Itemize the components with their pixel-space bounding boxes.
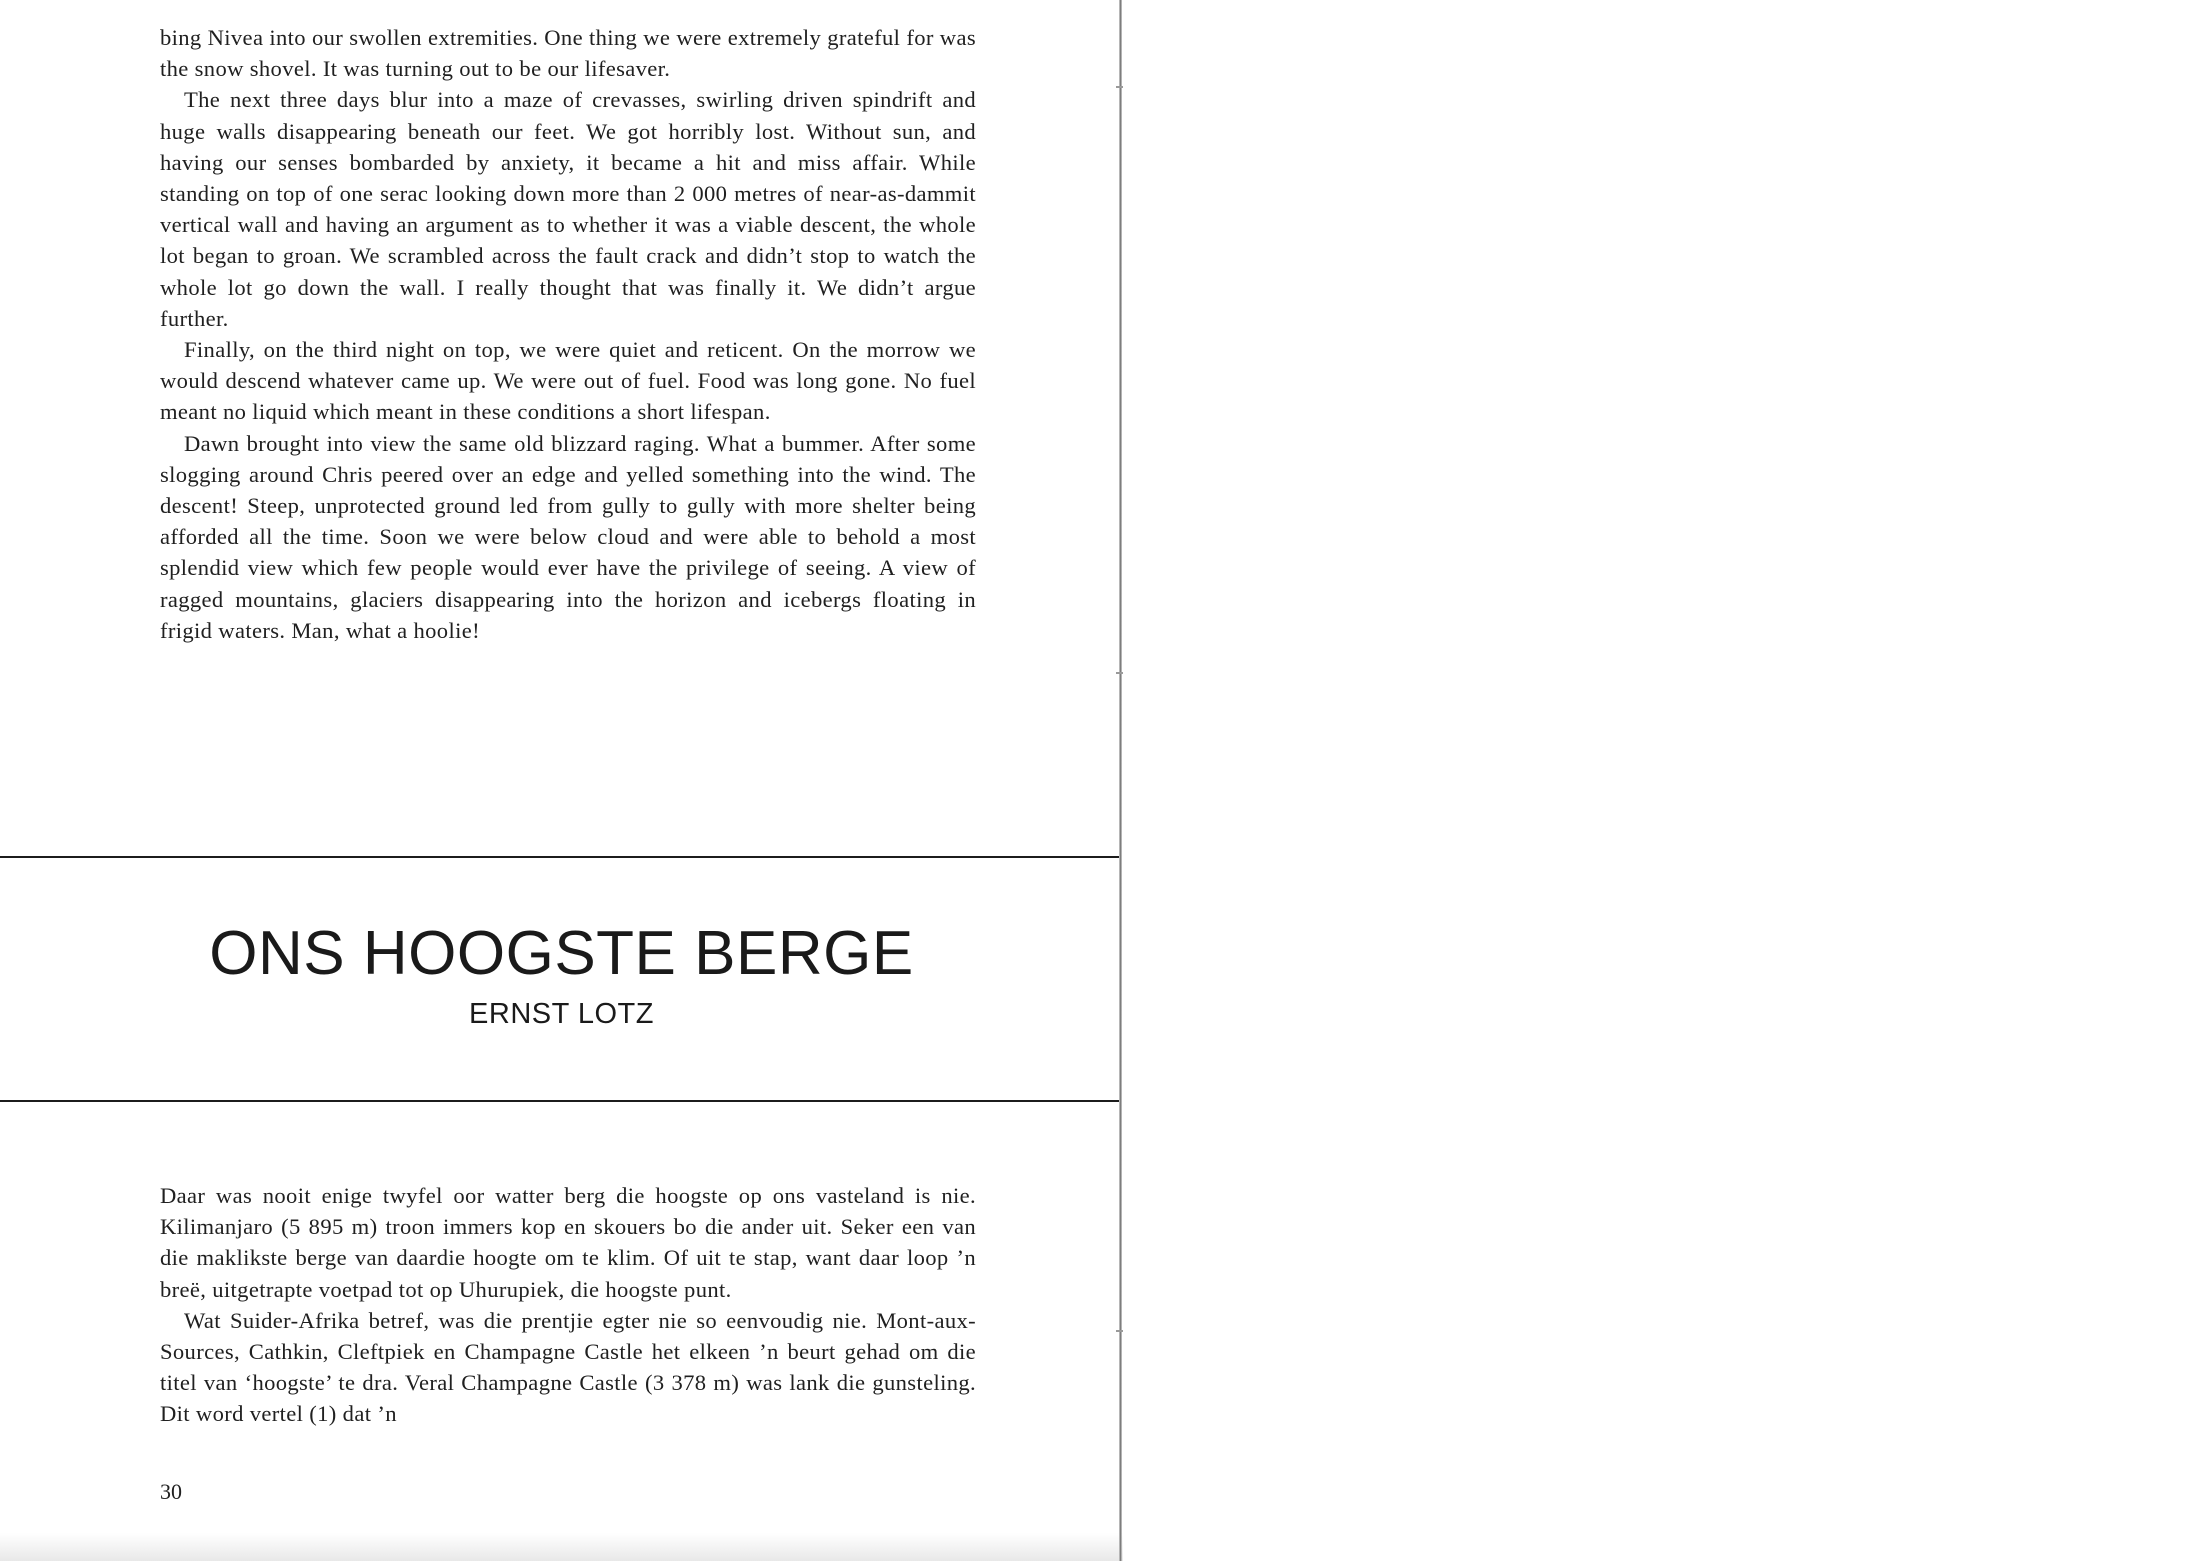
divider-rule <box>0 856 1119 858</box>
previous-article-text <box>160 22 976 646</box>
article-author: ERNST LOTZ <box>469 998 654 1030</box>
paragraph: Daar was nooit enige twyfel oor watter berg die hoogste op ons vasteland is nie. Kilimanjaro (5 895 m) troon immers kop en skouers bo die ander uit. Seker een van die maklikste berge van daardie hoogte om te klim. Of uit te stap, want daar loop ’n breë, uitgetrapte voetpad tot op Uhurupiek, die hoogste punt. <box>160 1183 976 1302</box>
paragraph: Finally, on the third night on top, we were quiet and reticent. On the morrow we would descend whatever came up. We were out of fuel. Food was long gone. No fuel meant no liquid which meant in these conditions a short lifespan. <box>160 337 976 425</box>
edge-mark <box>1116 672 1123 674</box>
page-number: 30 <box>160 1479 182 1504</box>
page-shadow <box>0 1533 1123 1561</box>
paragraph: Wat Suider-Afrika betref, was die prentjie egter nie so eenvoudig nie. Mont-aux-Sources, Cathkin, Cleftpiek en Champagne Castle het elkeen ’n beurt gehad om die titel van ‘hoogste’ te dra. Veral Champagne Castle (3 378 m) was lank die gunsteling. Dit word vertel (1) dat ’n <box>160 1307 976 1427</box>
divider-rule <box>0 1100 1119 1102</box>
article-body <box>160 1180 976 1430</box>
edge-mark <box>1116 86 1123 88</box>
paragraph: bing Nivea into our swollen extremities. One thing we were extremely grateful for was the snow shovel. It was turning out to be our lifesaver. <box>160 25 976 82</box>
page-edge <box>1119 0 1122 1561</box>
paragraph: Dawn brought into view the same old blizzard raging. What a bummer. After some slogging around Chris peered over an edge and yelled something into the wind. The descent! Steep, unprotected ground led from gully to gully with more shelter being afforded all the time. Soon we were below cloud and were able to behold a most splendid view which few people would ever have the privilege of seeing. A view of ragged mountains, glaciers disappearing into the horizon and icebergs floating in frigid waters. Man, what a hoolie! <box>160 430 976 643</box>
paragraph: The next three days blur into a maze of crevasses, swirling driven spindrift and huge walls disappearing beneath our feet. We got horribly lost. Without sun, and having our senses bombarded by anxiety, it became a hit and miss affair. While standing on top of one serac looking down more than 2 000 metres of near-as-dammit vertical wall and having an argument as to whether it was a viable descent, the whole lot began to groan. We scrambled across the fault crack and didn’t stop to watch the whole lot go down the wall. I really thought that was finally it. We didn’t argue further. <box>160 87 976 331</box>
article-title: ONS HOOGSTE BERGE <box>209 919 914 988</box>
edge-mark <box>1116 1330 1123 1332</box>
